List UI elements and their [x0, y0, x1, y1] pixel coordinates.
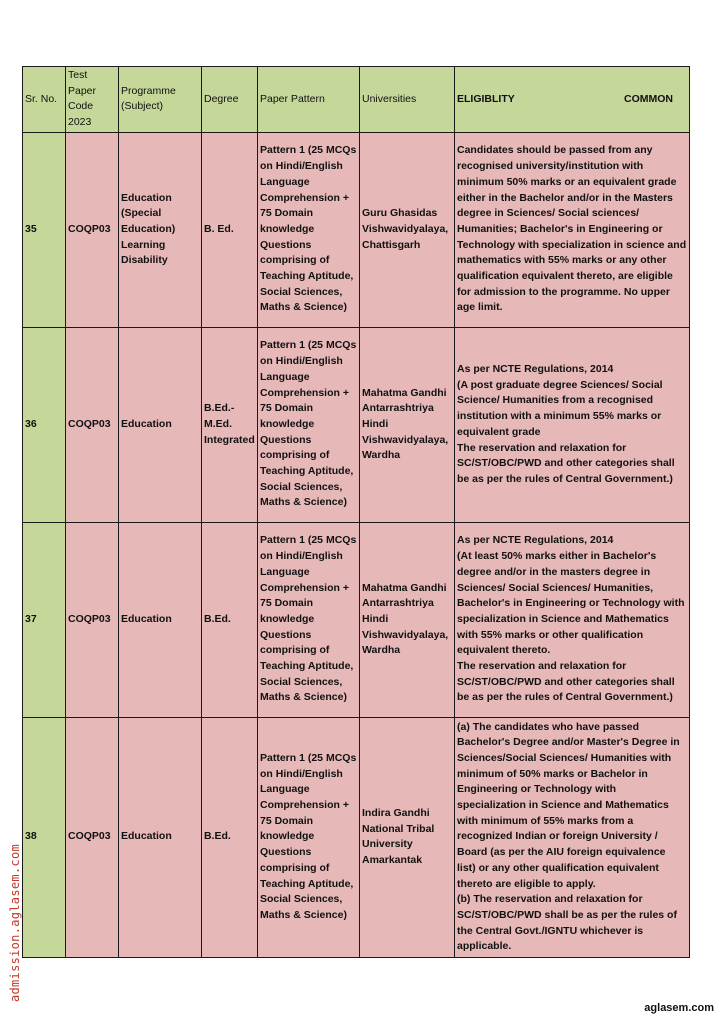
- cell-sr-no: 37: [23, 522, 66, 717]
- cell-degree: B.Ed.: [202, 717, 258, 957]
- header-paper-pattern: Paper Pattern: [258, 67, 360, 133]
- watermark-text: admission.aglasem.com: [8, 843, 22, 1003]
- cell-paper-pattern: Pattern 1 (25 MCQs on Hindi/English Language Comprehension + 75 Domain knowledge Questions comprising of Teaching Aptitude, Social Sciences, Maths & Science): [258, 522, 360, 717]
- cell-university: Mahatma Gandhi Antarrashtriya Hindi Vishwavidyalaya, Wardha: [360, 327, 455, 522]
- cell-sr-no: 36: [23, 327, 66, 522]
- cell-university: Mahatma Gandhi Antarrashtriya Hindi Vishwavidyalaya, Wardha: [360, 522, 455, 717]
- cell-degree: B.Ed.- M.Ed. Integrated: [202, 327, 258, 522]
- table-row: [23, 132, 690, 327]
- header-eligibility: [455, 67, 690, 133]
- header-sr-no: Sr. No.: [23, 67, 66, 133]
- cell-test-paper-code: COQP03: [66, 717, 119, 957]
- cell-paper-pattern: Pattern 1 (25 MCQs on Hindi/English Language Comprehension + 75 Domain knowledge Questions comprising of Teaching Aptitude, Social Sciences, Maths & Science): [258, 327, 360, 522]
- cell-degree: B. Ed.: [202, 132, 258, 327]
- cell-programme: Education: [119, 327, 202, 522]
- header-programme: Programme (Subject): [119, 67, 202, 133]
- cell-test-paper-code: COQP03: [66, 522, 119, 717]
- footer-site-label: aglasem.com: [644, 1002, 714, 1014]
- cell-programme: Education (Special Education) Learning Disability: [119, 132, 202, 327]
- cell-programme: Education: [119, 717, 202, 957]
- header-common-label: COMMON: [624, 92, 673, 105]
- eligibility-table: [22, 66, 690, 958]
- cell-university: Indira Gandhi National Tribal University Amarkantak: [360, 717, 455, 957]
- cell-test-paper-code: COQP03: [66, 327, 119, 522]
- cell-eligibility: Candidates should be passed from any recognised university/institution with minimum 50% marks or an equivalent grade either in the Bachelor and/or in the Masters degree in Sciences/ Social sciences/ Humanities; Bachelor's in Engineering or Technology with specialization in science and mathematics with 55% marks or any other qualification equivalent thereto, are eligible for admission to the programme. No upper age limit.: [455, 132, 690, 327]
- cell-university: Guru Ghasidas Vishwavidyalaya, Chattisgarh: [360, 132, 455, 327]
- table-row: [23, 717, 690, 957]
- header-eligibility-label: ELIGIBLITY: [457, 92, 515, 105]
- table-row: [23, 522, 690, 717]
- cell-programme: Education: [119, 522, 202, 717]
- header-degree: Degree: [202, 67, 258, 133]
- cell-degree: B.Ed.: [202, 522, 258, 717]
- cell-eligibility: (a) The candidates who have passed Bachelor's Degree and/or Master's Degree in Sciences/Social Sciences/ Humanities with minimum of 50% marks or Bachelor in Engineering or Technology with specialization in Science and Mathematics with minimum of 55% marks from a recognized Indian or foreign University / Board (as per the AIU foreign equivalence list) or any other qualification equivalent thereto are eligible to apply. (b) The reservation and relaxation for SC/ST/OBC/PWD shall be as per the rules of the Central Govt./IGNTU whichever is applicable.: [455, 717, 690, 957]
- table-header-row: [23, 67, 690, 133]
- cell-eligibility: As per NCTE Regulations, 2014 (A post graduate degree Sciences/ Social Science/ Humanities from a recognised institution with a minimum 55% marks or equivalent grade The reservation and relaxation for SC/ST/OBC/PWD and other categories shall be as per the rules of Central Government.): [455, 327, 690, 522]
- cell-paper-pattern: Pattern 1 (25 MCQs on Hindi/English Language Comprehension + 75 Domain knowledge Questions comprising of Teaching Aptitude, Social Sciences, Maths & Science): [258, 132, 360, 327]
- cell-eligibility: As per NCTE Regulations, 2014 (At least 50% marks either in Bachelor's degree and/or in the masters degree in Sciences/ Social Sciences/ Humanities, Bachelor's in Engineering or Technology with specialization in Science and Mathematics with 55% marks or other qualification equivalent thereto. The reservation and relaxation for SC/ST/OBC/PWD and other categories shall be as per the rules of Central Government.): [455, 522, 690, 717]
- header-universities: Universities: [360, 67, 455, 133]
- cell-sr-no: 35: [23, 132, 66, 327]
- cell-sr-no: 38: [23, 717, 66, 957]
- header-test-paper-code: Test Paper Code 2023: [66, 67, 119, 133]
- table-row: [23, 327, 690, 522]
- watermark: [4, 828, 22, 1018]
- cell-paper-pattern: Pattern 1 (25 MCQs on Hindi/English Language Comprehension + 75 Domain knowledge Questions comprising of Teaching Aptitude, Social Sciences, Maths & Science): [258, 717, 360, 957]
- cell-test-paper-code: COQP03: [66, 132, 119, 327]
